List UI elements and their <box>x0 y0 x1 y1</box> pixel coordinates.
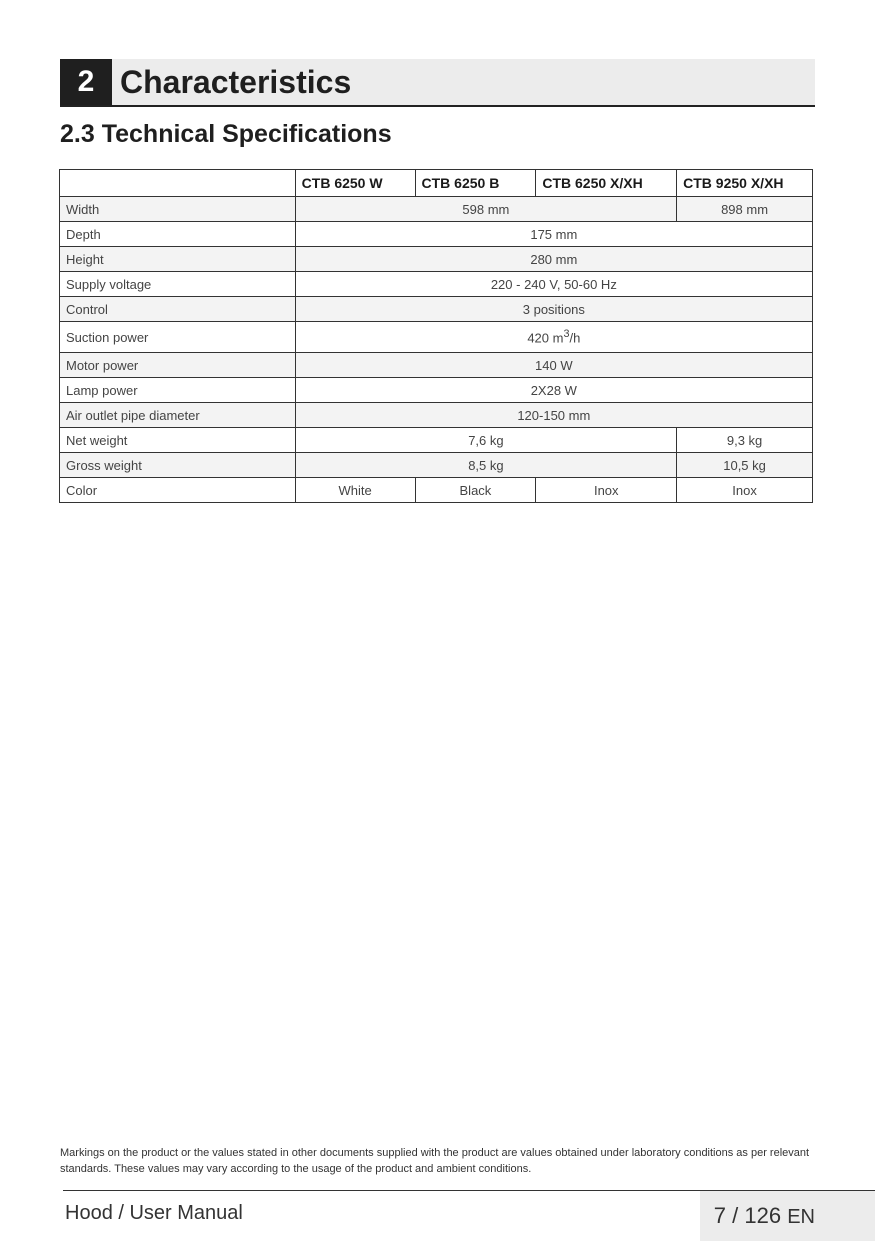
footer-title: Hood / User Manual <box>65 1202 243 1224</box>
chapter-number: 2 <box>60 59 112 105</box>
total-pages: 126 <box>744 1203 782 1228</box>
row-label: Gross weight <box>60 453 296 478</box>
table-row <box>60 453 813 478</box>
table-row <box>60 222 813 247</box>
cell-value: Inox <box>536 478 677 503</box>
chapter-title: Characteristics <box>120 64 352 100</box>
row-label: Net weight <box>60 428 296 453</box>
row-label: Lamp power <box>60 378 296 403</box>
section-title: 2.3 Technical Specifications <box>60 120 392 148</box>
cell-value: 120-150 mm <box>295 403 812 428</box>
table-header-model: CTB 6250 B <box>415 170 536 197</box>
current-page: 7 <box>713 1203 726 1228</box>
value-text: /h <box>569 330 581 346</box>
table-header-model: CTB 6250 W <box>295 170 415 197</box>
cell-value: 280 mm <box>295 247 812 272</box>
table-header-row <box>60 170 813 197</box>
table-row <box>60 378 813 403</box>
table-row <box>60 478 813 503</box>
row-label: Width <box>60 197 296 222</box>
row-label: Color <box>60 478 296 503</box>
table-row <box>60 428 813 453</box>
language-code: EN <box>787 1206 815 1228</box>
specifications-table <box>59 169 813 503</box>
table-row <box>60 272 813 297</box>
cell-value: Inox <box>677 478 813 503</box>
table-header-model: CTB 6250 X/XH <box>536 170 677 197</box>
table-row <box>60 353 813 378</box>
cell-value: 598 mm <box>295 197 676 222</box>
page-number <box>714 1203 815 1229</box>
cell-value: 9,3 kg <box>677 428 813 453</box>
page-separator: / <box>732 1203 739 1228</box>
chapter-header <box>60 59 815 107</box>
row-label: Motor power <box>60 353 296 378</box>
table-header-model: CTB 9250 X/XH <box>677 170 813 197</box>
cell-value: 7,6 kg <box>295 428 676 453</box>
cell-value: White <box>295 478 415 503</box>
superscript: 3 <box>563 328 570 341</box>
row-label: Suction power <box>60 322 296 353</box>
cell-value: Black <box>415 478 536 503</box>
cell-value: 898 mm <box>677 197 813 222</box>
cell-value: 2X28 W <box>295 378 812 403</box>
row-label: Control <box>60 297 296 322</box>
table-row <box>60 247 813 272</box>
table-row <box>60 403 813 428</box>
row-label: Depth <box>60 222 296 247</box>
table-row <box>60 322 813 353</box>
value-text: 420 m <box>527 330 564 346</box>
table-row <box>60 197 813 222</box>
row-label: Air outlet pipe diameter <box>60 403 296 428</box>
cell-value: 220 - 240 V, 50-60 Hz <box>295 272 812 297</box>
cell-value: 10,5 kg <box>677 453 813 478</box>
cell-value: 175 mm <box>295 222 812 247</box>
table-header-empty <box>60 170 296 197</box>
row-label: Height <box>60 247 296 272</box>
row-label: Supply voltage <box>60 272 296 297</box>
footnote: Markings on the product or the values stated in other documents supplied with the product are values obtained under laboratory conditions as per relevant standards. These values may vary according to the usage of the product and ambient conditions. <box>60 1147 810 1175</box>
cell-value: 8,5 kg <box>295 453 676 478</box>
cell-value: 140 W <box>295 353 812 378</box>
table-row <box>60 297 813 322</box>
cell-value <box>295 322 812 353</box>
cell-value: 3 positions <box>295 297 812 322</box>
